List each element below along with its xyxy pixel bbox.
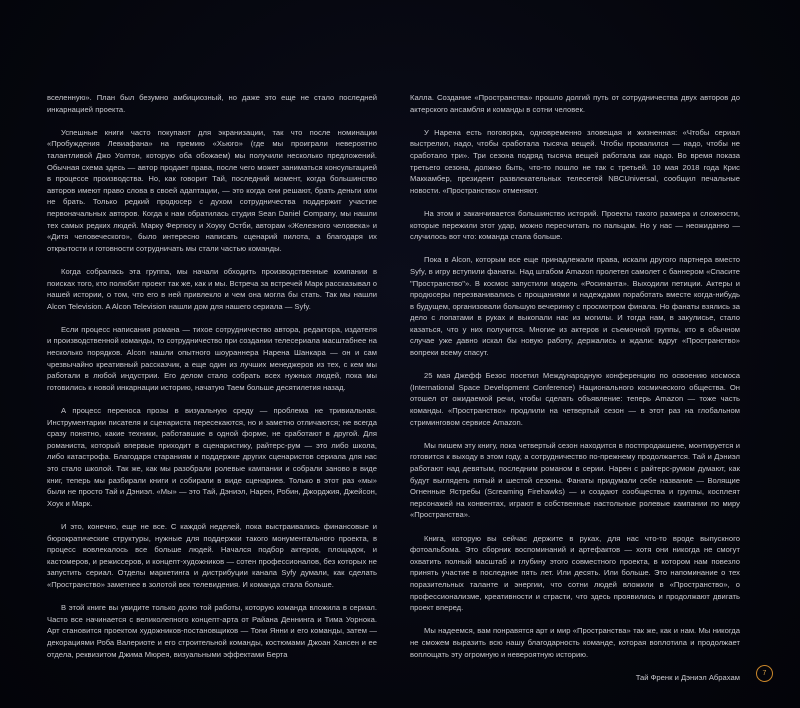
paragraph: В этой книге вы увидите только долю той работы, которую команда вложила в сериал. Часто все начинается с великолепного концепт-арта от Райана Деннинга и Тима Уорнока. Арт становится проектом художников-постановщиков — Тони Янни и его команды, затем — декорациями Роба Валериоте и его строительной команды, костюмами Джоан Хансен и ее отдела, реквизитом Джима Мюрея, визуальными эффектами Берта [47,603,377,659]
paragraph: Пока в Alcon, которым все еще принадлежали права, искали другого партнера вместо Syfy, в игру вступили фанаты. Над штабом Amazon пролетел самолет с баннером «Спасите "Пространство"». В космос запустили модель «Росинанта». Выходили петиции. Актеры и продюсеры перезванивались с прощаниями и надеждами поработать вместе когда-нибудь в будущем, организовали большую вечеринку с просмотром финала. Но фанаты взялись за дело с лопатами в руках и выкопали нас из могилы. И тогда нам, в закулисье, стало казаться, что у них получится. Многие из актеров и съемочной группы, кто в обычном случае уже давно искал бы новую работу, держались и ждали: вдруг «Пространство» вопреки всему спасут. [410,255,740,358]
paragraph: вселенную». План был безумно амбициозный, но даже это еще не стало последней инкарнацией проекта. [47,93,377,114]
paragraph: Если процесс написания романа — тихое сотрудничество автора, редактора, издателя и производственной команды, то сотрудничество при создании телесериала масштабнее на несколько порядков. Alcon нашли опытного шоураннера Нарена Шанкара — он и сам чрезвычайно креативный рассказчик, а еще один из лучших менеджеров из тех, с кем мы работали в любой индустрии. Его делом стало собрать всех нужных людей, пока мы готовились к новой инкарнации историю, начатую Таем больше десятилетия назад. [47,324,377,392]
paragraph: Калла. Создание «Пространства» прошло долгий путь от сотрудничества двух авторов до актерского ансамбля и команды в сотни человек. [410,93,740,114]
paragraph: Мы пишем эту книгу, пока четвертый сезон находится в постпродакшене, монтируется и готовится к выходу в этом году, а сотрудничество по-прежнему продолжается. Тай и Дэниэл работают над девятым, последним романом в серии. Нарен с райтерс-румом думают, как будут выглядеть пятый и шестой сезоны. Фанаты придумали себе название — Волящие Огненные Ястребы (Screaming Firehawks) — и создают сообщества и группы, косплеят персонажей на конвентах, играют в собственные настольные ролевые кампании по миру «Пространства». [410,440,740,520]
paragraph: Книга, которую вы сейчас держите в руках, для нас что-то вроде выпускного фотоальбома. Это сборник воспоминаний и артефактов — хотя они никогда не смогут охватить полный масштаб и глубину этого совместного проекта, в котором нам повезло принять участие в последние пять лет. Или десять. Или больше. Это напоминание о тех поразительных таланте и энергии, что сотни людей вложили в «Пространство», о профессионализме, креативности и страсти, что здесь проявились и продолжают двигать проект вперед. [410,533,740,613]
left-text-column [47,92,377,672]
paragraph: Успешные книги часто покупают для экранизации, так что после номинации «Пробуждения Левиафана» на премию «Хьюго» (где мы проиграли невероятно талантливой Джо Уолтон, которую оба обожаем) мы получили несколько предложений. Обычная схема здесь — автор продает права, после чего может заниматься консультацией в процессе производства. Но, как говорит Тай, последний момент, когда большинство авторов имеют право слова в своей адаптации, — это когда они решают, брать деньги или не брать. Только редкий продюсер с духом сотрудничества поддержит участие первоначальных авторов. Когда к нам обратилась студия Sean Daniel Company, мы нашли тех самых редких людей. Марку Фергюсу и Хоуку Остби, авторам «Железного человека» и «Дитя человеческого», было интересно написать сценарий пилота, а благодаря их открытости и готовности сотрудничать мы стали частью команды. [47,127,377,253]
paragraph: А процесс переноса прозы в визуальную среду — проблема не тривиальная. Инструментарии писателя и сценариста пересекаются, но и заметно отличаются; не всегда сразу понятно, какие техники, работавшие в одной форме, не сработают в другой. Для романиста, который впервые приходит в сценаристику, райтерс-рум — это либо школа, либо катастрофа. Благодаря стараниям и поддержке других сценаристов сериала для нас это стало школой. Так же, как мы разобрали ролевые кампании и собрали заново в виде книг, теперь мы разбирали книги и собирали в виде сценариев. Только в этот раз «мы» были не просто Тай и Дэниэл. «Мы» — это Тай, Дэниэл, Нарен, Робин, Джорджия, Джейсон, Хоук и Марк. [47,406,377,508]
paragraph: И это, конечно, еще не все. С каждой неделей, пока выстраивались финансовые и бюрократические структуры, нужные для поддержки такого монументального проекта, в процесс вовлекалось все больше людей. Начался подбор актеров, площадок, и кастомеров, и режиссеров, и концепт-художников — сотен профессионалов, без которых не запустить сериал. Отделы маркетинга и дистрибуции канала Syfy думали, как сделать «Пространство» заметнее в золотой век телевидения. И команда стала больше. [47,521,377,589]
paragraph: На этом и заканчивается большинство историй. Проекты такого размера и сложности, которые пережили этот удар, можно пересчитать по пальцам. Но у нас — неожиданно — случилось вот что: команда стала больше. [410,208,740,242]
right-text-column [410,92,740,695]
paragraph: У Нарена есть поговорка, одновременно зловещая и жизненная: «Чтобы сериал выстрелил, надо, чтобы сработала тысяча вещей. Чтобы провалился — надо, чтобы не сработало три». Три сезона подряд тысяча вещей работала как надо. Во время показа третьего сезона, должно быть, что-то пошло не так с третьей. 10 мая 2018 года Крис Маккамбер, президент развлекательных телесетей NBCUniversal, сообщил печальные новости. «Пространство» отменяют. [410,127,740,195]
signature: Тай Френк и Дэниэл Абрахам [635,672,740,682]
paragraph: 25 мая Джефф Безос посетил Международную конференцию по освоению космоса (International Space Development Conference) Национального космического общества. Он отошел от ожидаемой речи, чтобы сделать объявление: теперь Amazon — тоже часть команды. «Пространство» продлили на четвертый сезон — в этот раз на глобальном стриминговом сервисе Amazon. [410,371,740,427]
paragraph: Когда собралась эта группа, мы начали обходить производственные компании в поисках того, кто полюбит проект так же, как и мы. Встреча за встречей Марк рассказывал о нашей истории, о том, что его в ней привлекло и чем она могла бы стать. Так мы нашли Alcon Television. A Alcon Television нашли дом для нашего сериала — Syfy. [47,266,377,311]
paragraph: Мы надеемся, вам понравятся арт и мир «Пространства» так же, как и нам. Мы никогда не сможем выразить всю нашу благодарность команде, которая воплотила и продолжает воплощать эту огромную и невероятную историю. [410,626,740,659]
page-number: 7 [756,665,773,682]
